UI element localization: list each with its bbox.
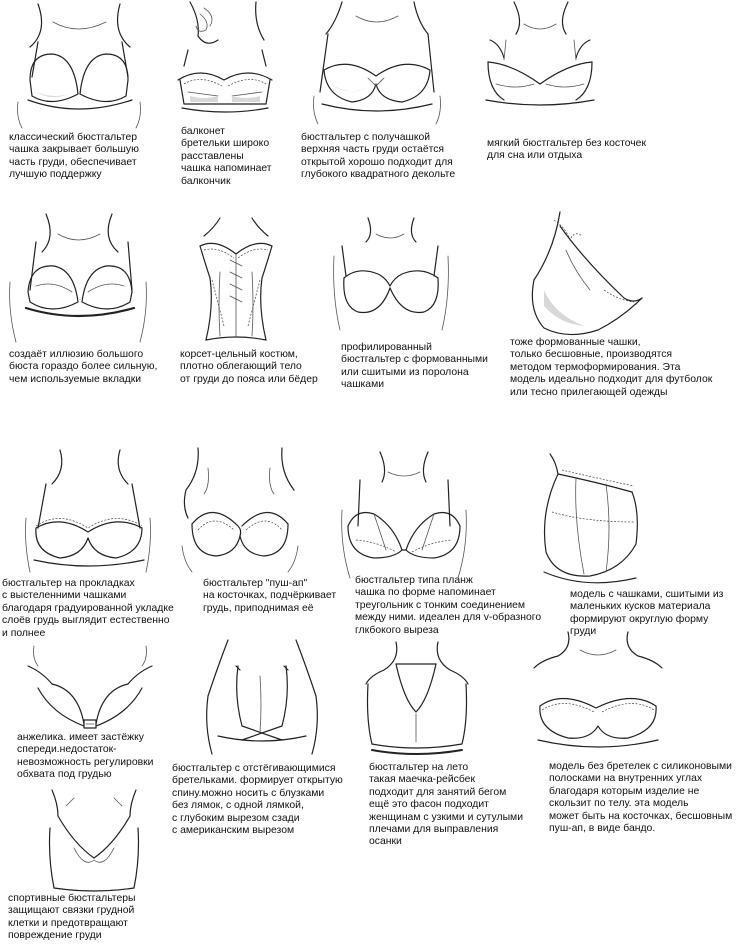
sketch-convertible-back-bra: [198, 636, 326, 758]
sketch-racerback-bra: [354, 640, 478, 758]
caption-classic-bra: классический бюстгальтер чашка закрывает большую часть груди, обеспечивает лучшую поддержку: [9, 132, 139, 181]
caption-angelica: анжелика. имеет застёжку спереди.недостаток- невозможность регулировки обхвата под грудью: [17, 732, 154, 781]
sketch-demi-bra: [306, 0, 446, 128]
caption-molded: профилированный бюстгальтер с формованными или сшитыми из поролона чашками: [341, 342, 488, 391]
sketch-molded-bra: [328, 216, 454, 336]
caption-seamed-cup: модель с чашками, сшитыми из маленьких кусков материала формируют округлую форму груди: [570, 589, 724, 638]
sketch-seamed-cup-bra: [536, 452, 644, 594]
caption-balconette: балконет бретельки широко расставлены чашка напоминает балкончик: [181, 126, 272, 187]
sketch-classic-bra: [8, 2, 150, 130]
caption-plunge-bra: бюстгальтер типа планж чашка по форме напоминает треугольник с тонким соединением между ними. идеален для v-образного глкбокого выреза: [355, 575, 542, 636]
sketch-seamless-bra: [514, 210, 648, 344]
caption-seamless: тоже формованные чашки, только бесшовные, производятся методом термоформирования. Эта модель идеально подходит для футболок или тесно прилегающей одежды: [510, 337, 713, 398]
sketch-sports-bra: [44, 788, 144, 894]
sketch-soft-bra: [476, 0, 604, 128]
sketch-lined-bra: [20, 448, 156, 576]
caption-padded-illusion: создаёт иллюзию большого бюста гораздо более сильную, чем используемые вкладки: [9, 349, 158, 385]
sketch-angelica-bra: [22, 644, 158, 734]
caption-pushup-bra: бюстгальтер "пуш-ап" на косточках, подчёркивает грудь, приподнимая её: [203, 578, 337, 614]
caption-racerback: бюстгальтер на лето такая маечка-рейсбек подходит для занятий бегом ещё это фасон подходит женщинам с узкими и сутулыми плечами для выправления осанки: [369, 762, 523, 848]
sketch-corset: [190, 216, 282, 344]
sketch-pushup-bra: [178, 446, 302, 574]
caption-strapless: модель без бретелек с силиконовыми полосками на внутренних углах благодаря которым изделие не скользит по телу. эта модель может быть на косточках, бесшовным пуш-ап, в виде бандо.: [549, 761, 733, 835]
sketch-balconette-bra: [170, 0, 280, 122]
sketch-strapless-bra: [528, 630, 668, 754]
sketch-plunge-bra: [338, 450, 470, 580]
caption-corset: корсет-цельный костюм, плотно облегающий тело от груди до пояса или бёдер: [180, 349, 318, 385]
caption-sports-bra: спортивные бюстгальтеры защищают связки грудной клетки и предотвращают повреждение груди: [8, 893, 136, 942]
caption-soft-bra: мягкий бюстгальтер без косточек для сна или отдыха: [487, 138, 646, 162]
caption-convertible: бюстгальтер с отстёгивающимися бретельками. формирует открытую спину.можно носить с блузками без лямок, с одной лямкой, с глубоким вырезом сзади с американским вырезом: [172, 763, 343, 837]
sketch-padded-illusion-bra: [6, 212, 150, 346]
caption-demi-bra: бюстгальтер с получашкой верхняя часть груди остаётся открытой хорошо подходит для глубокого квадратного декольте: [301, 132, 456, 181]
caption-lined-bra: бюстгальтер на прокладках с выстеленними чашками благодаря градуированной укладке слоёв грудь выглядит естественно и полнее: [2, 578, 174, 639]
